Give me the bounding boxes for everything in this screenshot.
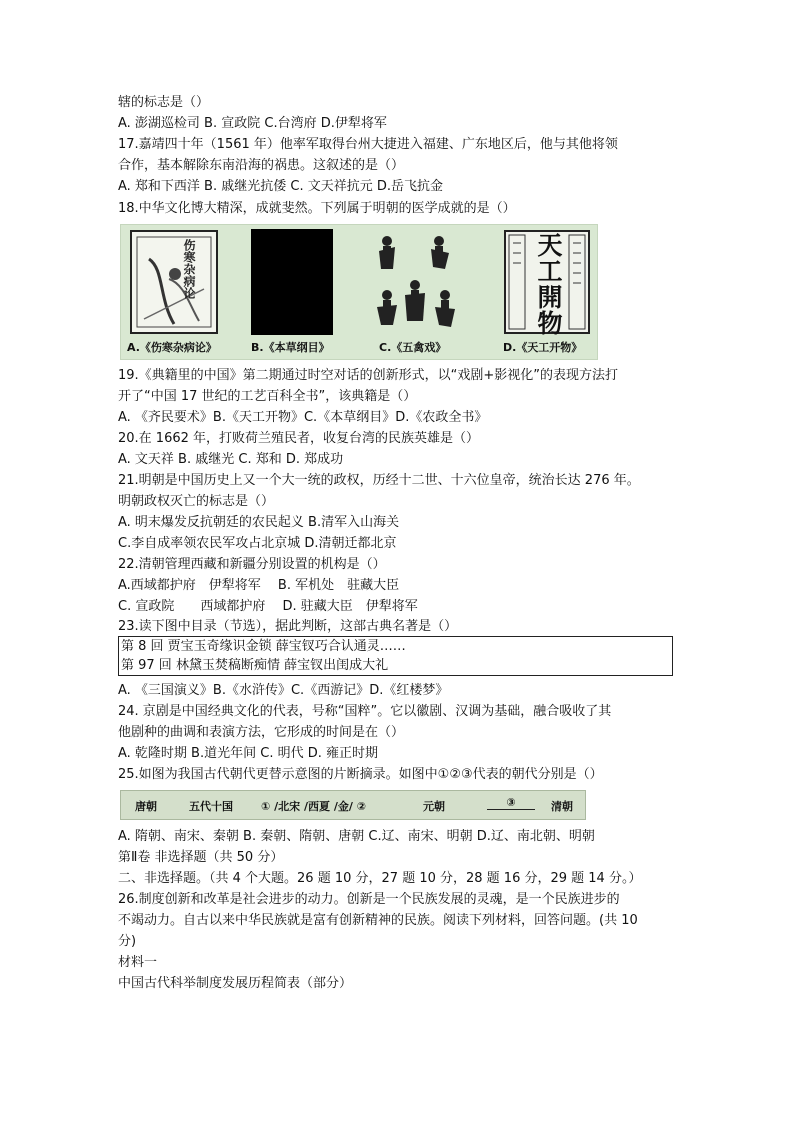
part2-heading: 第Ⅱ卷 非选择题（共 50 分） [118, 850, 284, 865]
book-cover-a-image [129, 229, 219, 335]
book-d-cover-title: 天工開物 [537, 231, 563, 338]
q19-options: A. 《齐民要术》B.《天工开物》C.《本草纲目》D.《农政全书》 [118, 410, 488, 425]
material-1-title: 中国古代科举制度发展历程简表（部分） [118, 976, 353, 991]
q25-dynasty-strip [120, 790, 586, 820]
q21-stem-line1: 21.明朝是中国历史上又一个大一统的政权，历经十二世、十六位皇帝，统治长达 276 年。 [118, 473, 640, 488]
q24-stem-line1: 24. 京剧是中国经典文化的代表，号称“国粹”。它以徽剧、汉调为基础，融合吸收了其 [118, 704, 612, 719]
q20-stem: 20.在 1662 年，打败荷兰殖民者，收复台湾的民族英雄是（） [118, 431, 480, 446]
dynasty-middle-group: ① /北宋 /西夏 /金/ ② [261, 800, 367, 813]
q21-options-line1: A. 明末爆发反抗朝廷的农民起义 B.清军入山海关 [118, 515, 400, 530]
q23-options: A. 《三国演义》B.《水浒传》C.《西游记》D.《红楼梦》 [118, 683, 449, 698]
q23-stem: 23.读下图中目录（节选），据此判断，这部古典名著是（） [118, 619, 458, 634]
q24-options: A. 乾隆时期 B.道光年间 C. 明代 D. 雍正时期 [118, 746, 378, 761]
q17-stem-line2: 合作，基本解除东南沿海的祸患。这叙述的是（） [118, 158, 405, 173]
q17-stem-line1: 17.嘉靖四十年（1561 年）他率军取得台州大捷进入福建、广东地区后，他与其他将领 [118, 137, 618, 152]
q18-stem: 18.中华文化博大精深，成就斐然。下列属于明朝的医学成就的是（） [118, 201, 516, 216]
toc-row: 第 8 回 贾宝玉奇缘识金锁 薛宝钗巧合认通灵…… [121, 639, 406, 654]
dynasty-qing: 清朝 [551, 800, 573, 813]
q22-options-line2: C. 宣政院 西域都护府 D. 驻藏大臣 伊犁将军 [118, 599, 418, 614]
q19-stem-line1: 19.《典籍里的中国》第二期通过时空对话的创新形式，以“戏剧+影视化”的表现方法打 [118, 368, 619, 383]
q26-stem-line3: 分) [118, 934, 137, 949]
q18-caption-b: B.《本草纲目》 [251, 341, 330, 354]
q26-stem-line2: 不竭动力。自古以来中华民族就是富有创新精神的民族。阅读下列材料，回答问题。(共 10 [118, 913, 638, 928]
q26-stem-line1: 26.制度创新和改革是社会进步的动力。创新是一个民族发展的灵魂，是一个民族进步的 [118, 892, 620, 907]
book-a-cover-title: 伤寒杂病论 [182, 239, 196, 299]
dynasty-tang: 唐朝 [135, 800, 157, 813]
q18-caption-a: A.《伤寒杂病论》 [127, 341, 217, 354]
q20-options: A. 文天祥 B. 戚继光 C. 郑和 D. 郑成功 [118, 452, 344, 467]
q21-stem-line2: 明朝政权灭亡的标志是（） [118, 494, 275, 509]
section2-heading: 二、非选择题。（共 4 个大题。26 题 10 分，27 题 10 分，28 题 16 分，29 题 14 分。） [118, 871, 642, 886]
q23-toc-box [118, 636, 673, 676]
q24-stem-line2: 他剧种的曲调和表演方法，它形成的时间是在（） [118, 725, 405, 740]
q22-stem: 22.清朝管理西藏和新疆分别设置的机构是（） [118, 557, 386, 572]
book-cover-b-image [251, 229, 333, 335]
q17-options: A. 郑和下西洋 B. 戚继光抗倭 C. 文天祥抗元 D.岳飞抗金 [118, 179, 443, 194]
dynasty-yuan: 元朝 [423, 800, 445, 813]
q18-image-strip [120, 224, 598, 360]
toc-row: 第 97 回 林黛玉焚稿断痴情 薛宝钗出闺成大礼 [121, 658, 389, 673]
dynasty-wudai: 五代十国 [189, 800, 233, 813]
q19-stem-line2: 开了“中国 17 世纪的工艺百科全书”，该典籍是（） [118, 389, 417, 404]
q18-caption-c: C.《五禽戏》 [379, 341, 447, 354]
q18-caption-d: D.《天工开物》 [503, 341, 583, 354]
q21-options-line2: C.李自成率领农民军攻占北京城 D.清朝迁都北京 [118, 536, 397, 551]
material-1-label: 材料一 [118, 955, 158, 970]
q25-options: A. 隋朝、南宋、秦朝 B. 秦朝、隋朝、唐朝 C.辽、南宋、明朝 D.辽、南北朝、明朝 [118, 829, 595, 844]
dynasty-third-blank: ③ [487, 796, 535, 810]
wuqinxi-figures-image [369, 229, 465, 335]
q22-options-line1: A.西域都护府 伊犁将军 B. 军机处 驻藏大臣 [118, 578, 400, 593]
q25-stem: 25.如图为我国古代朝代更替示意图的片断摘录。如图中①②③代表的朝代分别是（） [118, 767, 603, 782]
q16-stem-tail: 辖的标志是（） [118, 95, 210, 110]
q16-options: A. 澎湖巡检司 B. 宣政院 C.台湾府 D.伊犁将军 [118, 116, 387, 131]
